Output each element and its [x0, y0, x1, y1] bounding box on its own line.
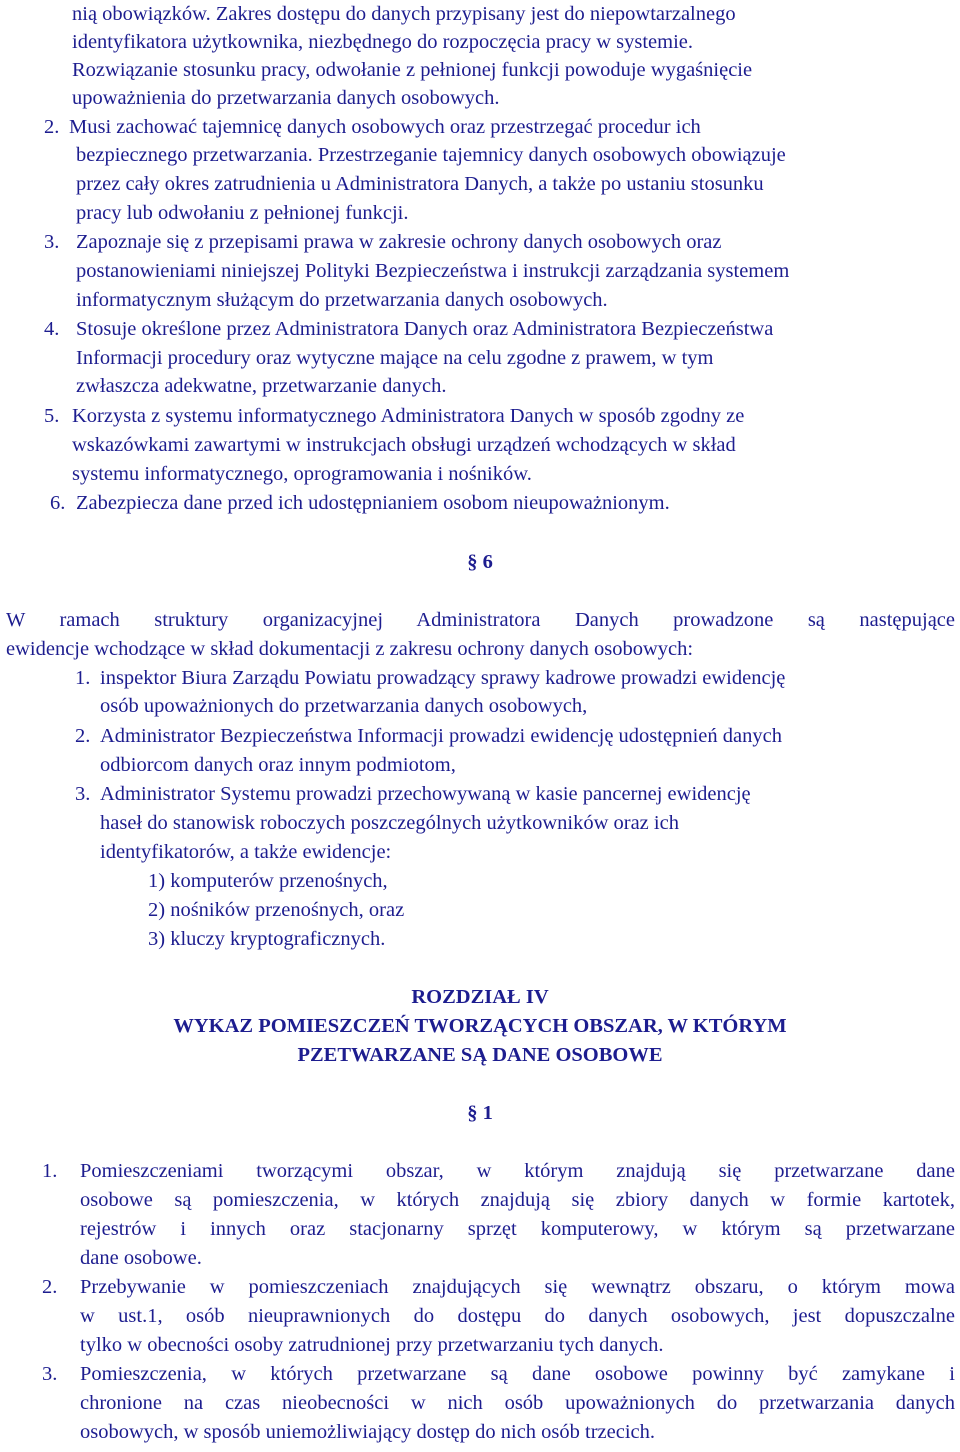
text-line: Stosuje określone przez Administratora Danych oraz Administratora Bezpieczeństwa [76, 318, 774, 340]
text-line: Korzysta z systemu informatycznego Administratora Danych w sposób zgodny ze [72, 405, 745, 427]
text-line: osobowe są pomieszczenia, w których znajdują się zbiory danych w formie kartotek, [80, 1189, 955, 1211]
text-line: zwłaszcza adekwatne, przetwarzanie danych. [76, 375, 447, 397]
list-number: 2. [42, 1276, 58, 1298]
section-heading: § 6 [467, 551, 493, 573]
chapter-subtitle: PZETWARZANE SĄ DANE OSOBOWE [297, 1044, 663, 1066]
text-line: Rozwiązanie stosunku pracy, odwołanie z pełnionej funkcji powoduje wygaśnięcie [72, 59, 753, 81]
text-line: ewidencje wchodzące w skład dokumentacji z zakresu ochrony danych osobowych: [6, 638, 694, 660]
text-line: tylko w obecności osoby zatrudnionej przy przetwarzaniu tych danych. [80, 1334, 664, 1356]
text-line: W ramach struktury organizacyjnej Administratora Danych prowadzone są następujące [6, 609, 955, 631]
text-line: Administrator Bezpieczeństwa Informacji prowadzi ewidencję udostępnień danych [100, 725, 782, 747]
list-number: 4. [44, 318, 60, 340]
text-line: chronione na czas nieobecności w nich osób upoważnionych do przetwarzania danych [80, 1392, 955, 1414]
text-line: osobowych, w sposób uniemożliwiający dostęp do nich osób trzecich. [80, 1421, 656, 1443]
text-line: identyfikatora użytkownika, niezbędnego do rozpoczęcia pracy w systemie. [72, 31, 694, 53]
sub-list-item: 1) komputerów przenośnych, [148, 870, 388, 892]
text-line: Pomieszczenia, w których przetwarzane są dane osobowe powinny być zamykane i [80, 1363, 955, 1385]
chapter-title: ROZDZIAŁ IV [411, 986, 549, 1008]
sub-list-item: 2) nośników przenośnych, oraz [148, 899, 405, 921]
list-number: 3. [75, 783, 91, 805]
list-number: 3. [42, 1363, 58, 1385]
list-number: 5. [44, 405, 60, 427]
list-number: 6. [50, 492, 66, 514]
text-line: Pomieszczeniami tworzącymi obszar, w którym znajdują się przetwarzane dane [80, 1160, 955, 1182]
chapter-subtitle: WYKAZ POMIESZCZEŃ TWORZĄCYCH OBSZAR, W KTÓRYM [173, 1015, 787, 1037]
text-line: dane osobowe. [80, 1247, 202, 1269]
text-line: wskazówkami zawartymi w instrukcjach obsługi urządzeń wchodzących w skład [72, 434, 736, 456]
text-line: w ust.1, osób nieuprawnionych do dostępu do danych osobowych, jest dopuszczalne [80, 1305, 955, 1327]
text-line: Przebywanie w pomieszczeniach znajdujących się wewnątrz obszaru, o którym mowa [80, 1276, 955, 1298]
list-number: 3. [44, 231, 60, 253]
text-line: nią obowiązków. Zakres dostępu do danych przypisany jest do niepowtarzalnego [72, 3, 736, 25]
text-line: systemu informatycznego, oprogramowania i nośników. [72, 463, 532, 485]
text-line: Musi zachować tajemnicę danych osobowych oraz przestrzegać procedur ich [69, 116, 701, 138]
text-line: Zabezpiecza dane przed ich udostępnianiem osobom nieupoważnionym. [76, 492, 670, 514]
text-line: osób upoważnionych do przetwarzania danych osobowych, [100, 695, 588, 717]
text-line: Informacji procedury oraz wytyczne mające na celu zgodne z prawem, w tym [76, 347, 714, 369]
sub-list-item: 3) kluczy kryptograficznych. [148, 928, 386, 950]
list-number: 1. [75, 667, 91, 689]
text-line: informatycznym służącym do przetwarzania danych osobowych. [76, 289, 608, 311]
text-line: odbiorcom danych oraz innym podmiotom, [100, 754, 456, 776]
text-line: przez cały okres zatrudnienia u Administratora Danych, a także po ustaniu stosunku [76, 173, 764, 195]
text-line: upoważnienia do przetwarzania danych osobowych. [72, 87, 500, 109]
text-line: bezpiecznego przetwarzania. Przestrzeganie tajemnicy danych osobowych obowiązuje [76, 144, 786, 166]
list-number: 1. [42, 1160, 58, 1182]
text-line: Zapoznaje się z przepisami prawa w zakresie ochrony danych osobowych oraz [76, 231, 722, 253]
list-number: 2. [75, 725, 91, 747]
text-line: rejestrów i innych oraz stacjonarny sprzęt komputerowy, w którym są przetwarzane [80, 1218, 955, 1240]
text-line: pracy lub odwołaniu z pełnionej funkcji. [76, 202, 409, 224]
section-heading: § 1 [467, 1102, 493, 1124]
text-line: inspektor Biura Zarządu Powiatu prowadzący sprawy kadrowe prowadzi ewidencję [100, 667, 786, 689]
list-number: 2. [44, 116, 60, 138]
text-line: haseł do stanowisk roboczych poszczególnych użytkowników oraz ich [100, 812, 679, 834]
text-line: Administrator Systemu prowadzi przechowywaną w kasie pancernej ewidencję [100, 783, 751, 805]
text-line: postanowieniami niniejszej Polityki Bezpieczeństwa i instrukcji zarządzania systemem [76, 260, 790, 282]
text-line: identyfikatorów, a także ewidencje: [100, 841, 392, 863]
